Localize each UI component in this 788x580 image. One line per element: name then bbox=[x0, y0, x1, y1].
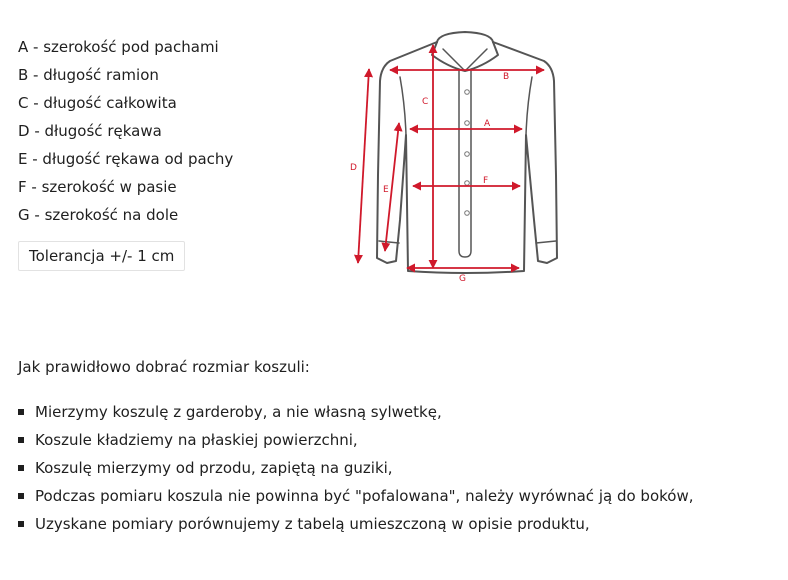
tip-item bbox=[18, 510, 693, 538]
shirt-buttons bbox=[465, 90, 470, 216]
label-e: E bbox=[383, 185, 389, 195]
measuring-tips-list bbox=[18, 398, 693, 538]
tip-text: Koszule kładziemy na płaskiej powierzchni, bbox=[35, 431, 358, 449]
tip-item bbox=[18, 454, 693, 482]
tip-text: Uzyskane pomiary porównujemy z tabelą umieszczoną w opisie produktu, bbox=[35, 515, 590, 533]
label-g: G bbox=[459, 274, 466, 284]
measurement-arrows bbox=[358, 45, 544, 268]
bullet-icon bbox=[18, 493, 24, 499]
legend-item-c: C - długość całkowita bbox=[18, 94, 177, 112]
bullet-icon bbox=[18, 437, 24, 443]
measurement-labels bbox=[350, 72, 509, 284]
tip-item bbox=[18, 482, 693, 510]
shirt-measurement-diagram bbox=[348, 25, 568, 295]
measurement-legend bbox=[18, 33, 233, 229]
legend-item-f: F - szerokość w pasie bbox=[18, 178, 177, 196]
label-f: F bbox=[483, 176, 489, 186]
label-a: A bbox=[484, 119, 491, 129]
label-d: D bbox=[350, 163, 357, 173]
bullet-icon bbox=[18, 465, 24, 471]
label-b: B bbox=[503, 72, 510, 82]
legend-item-e: E - długość rękawa od pachy bbox=[18, 150, 234, 168]
legend-item-d: D - długość rękawa bbox=[18, 122, 162, 140]
arrow-d bbox=[358, 69, 369, 263]
legend-item-g: G - szerokość na dole bbox=[18, 206, 179, 224]
bullet-icon bbox=[18, 409, 24, 415]
tip-text: Koszulę mierzymy od przodu, zapiętą na guziki, bbox=[35, 459, 393, 477]
label-c: C bbox=[422, 97, 429, 107]
bullet-icon bbox=[18, 521, 24, 527]
legend-item-a: A - szerokość pod pachami bbox=[18, 38, 219, 56]
tolerance-badge: Tolerancja +/- 1 cm bbox=[18, 241, 185, 271]
tip-text: Mierzymy koszulę z garderoby, a nie własną sylwetkę, bbox=[35, 403, 442, 421]
legend-item-b: B - długość ramion bbox=[18, 66, 159, 84]
howto-title: Jak prawidłowo dobrać rozmiar koszuli: bbox=[18, 358, 310, 376]
tip-item bbox=[18, 398, 693, 426]
tip-text: Podczas pomiaru koszula nie powinna być "pofalowana", należy wyrównać ją do boków, bbox=[35, 487, 694, 505]
tip-item bbox=[18, 426, 693, 454]
